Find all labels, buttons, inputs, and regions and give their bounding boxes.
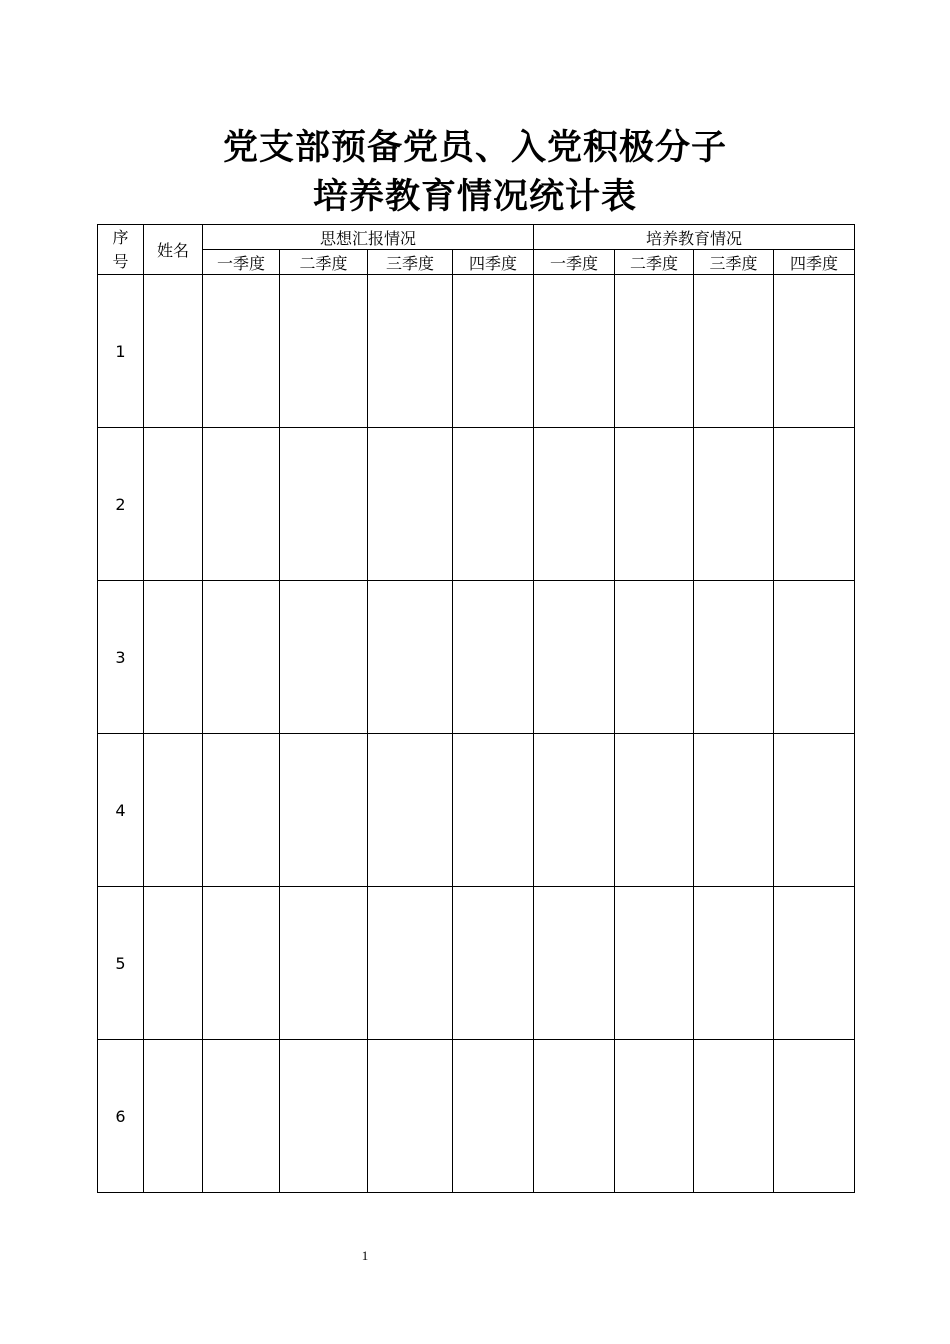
cell[interactable]: [368, 581, 453, 734]
document-title-line2: 培养教育情况统计表: [312, 176, 637, 217]
cell[interactable]: [694, 581, 774, 734]
header-quarter: 一季度: [534, 250, 615, 275]
cell[interactable]: [453, 581, 534, 734]
row-seq: 2: [98, 428, 144, 581]
statistics-table: [97, 224, 855, 1193]
cell[interactable]: [774, 581, 855, 734]
cell[interactable]: [203, 275, 280, 428]
header-quarter: 三季度: [368, 250, 453, 275]
cell[interactable]: [203, 428, 280, 581]
row-seq: 1: [98, 275, 144, 428]
cell[interactable]: [694, 887, 774, 1040]
table-row: [98, 1040, 855, 1193]
header-quarter: 三季度: [694, 250, 774, 275]
header-row-1: [98, 225, 855, 250]
header-seq: 序号: [98, 225, 144, 275]
cell[interactable]: [534, 275, 615, 428]
header-training-education: 培养教育情况: [534, 225, 855, 250]
cell[interactable]: [453, 275, 534, 428]
table-row: [98, 734, 855, 887]
cell[interactable]: [280, 887, 368, 1040]
document-title-line1: 党支部预备党员、入党积极分子: [222, 127, 727, 168]
header-quarter: 一季度: [203, 250, 280, 275]
cell[interactable]: [615, 1040, 694, 1193]
cell[interactable]: [774, 887, 855, 1040]
header-name: 姓名: [144, 225, 203, 275]
cell[interactable]: [280, 581, 368, 734]
cell[interactable]: [615, 275, 694, 428]
cell[interactable]: [615, 581, 694, 734]
header-thought-report: 思想汇报情况: [203, 225, 534, 250]
table-row: [98, 581, 855, 734]
cell[interactable]: [203, 581, 280, 734]
cell[interactable]: [368, 1040, 453, 1193]
table-row: [98, 275, 855, 428]
cell-name[interactable]: [144, 734, 203, 887]
cell[interactable]: [203, 1040, 280, 1193]
cell-name[interactable]: [144, 428, 203, 581]
cell[interactable]: [694, 734, 774, 887]
header-quarter: 二季度: [280, 250, 368, 275]
cell[interactable]: [280, 275, 368, 428]
cell[interactable]: [534, 1040, 615, 1193]
cell[interactable]: [453, 1040, 534, 1193]
cell[interactable]: [774, 428, 855, 581]
cell[interactable]: [368, 734, 453, 887]
cell-name[interactable]: [144, 275, 203, 428]
cell[interactable]: [534, 581, 615, 734]
cell[interactable]: [368, 887, 453, 1040]
cell[interactable]: [203, 734, 280, 887]
cell[interactable]: [694, 275, 774, 428]
row-seq: 4: [98, 734, 144, 887]
cell[interactable]: [615, 428, 694, 581]
header-quarter: 二季度: [615, 250, 694, 275]
row-seq: 6: [98, 1040, 144, 1193]
cell[interactable]: [694, 428, 774, 581]
table-row: [98, 428, 855, 581]
cell[interactable]: [774, 1040, 855, 1193]
cell[interactable]: [368, 428, 453, 581]
cell-name[interactable]: [144, 581, 203, 734]
cell[interactable]: [774, 734, 855, 887]
cell[interactable]: [453, 887, 534, 1040]
cell[interactable]: [453, 734, 534, 887]
cell[interactable]: [280, 428, 368, 581]
cell[interactable]: [368, 275, 453, 428]
cell[interactable]: [534, 887, 615, 1040]
header-quarter: 四季度: [453, 250, 534, 275]
cell[interactable]: [203, 887, 280, 1040]
cell-name[interactable]: [144, 1040, 203, 1193]
row-seq: 3: [98, 581, 144, 734]
cell[interactable]: [774, 275, 855, 428]
cell[interactable]: [534, 428, 615, 581]
page-number: 1: [361, 1248, 369, 1263]
cell[interactable]: [534, 734, 615, 887]
cell-name[interactable]: [144, 887, 203, 1040]
cell[interactable]: [280, 734, 368, 887]
cell[interactable]: [615, 734, 694, 887]
header-quarter: 四季度: [774, 250, 855, 275]
header-row-2: [98, 250, 855, 275]
cell[interactable]: [694, 1040, 774, 1193]
table-row: [98, 887, 855, 1040]
cell[interactable]: [615, 887, 694, 1040]
row-seq: 5: [98, 887, 144, 1040]
cell[interactable]: [453, 428, 534, 581]
cell[interactable]: [280, 1040, 368, 1193]
